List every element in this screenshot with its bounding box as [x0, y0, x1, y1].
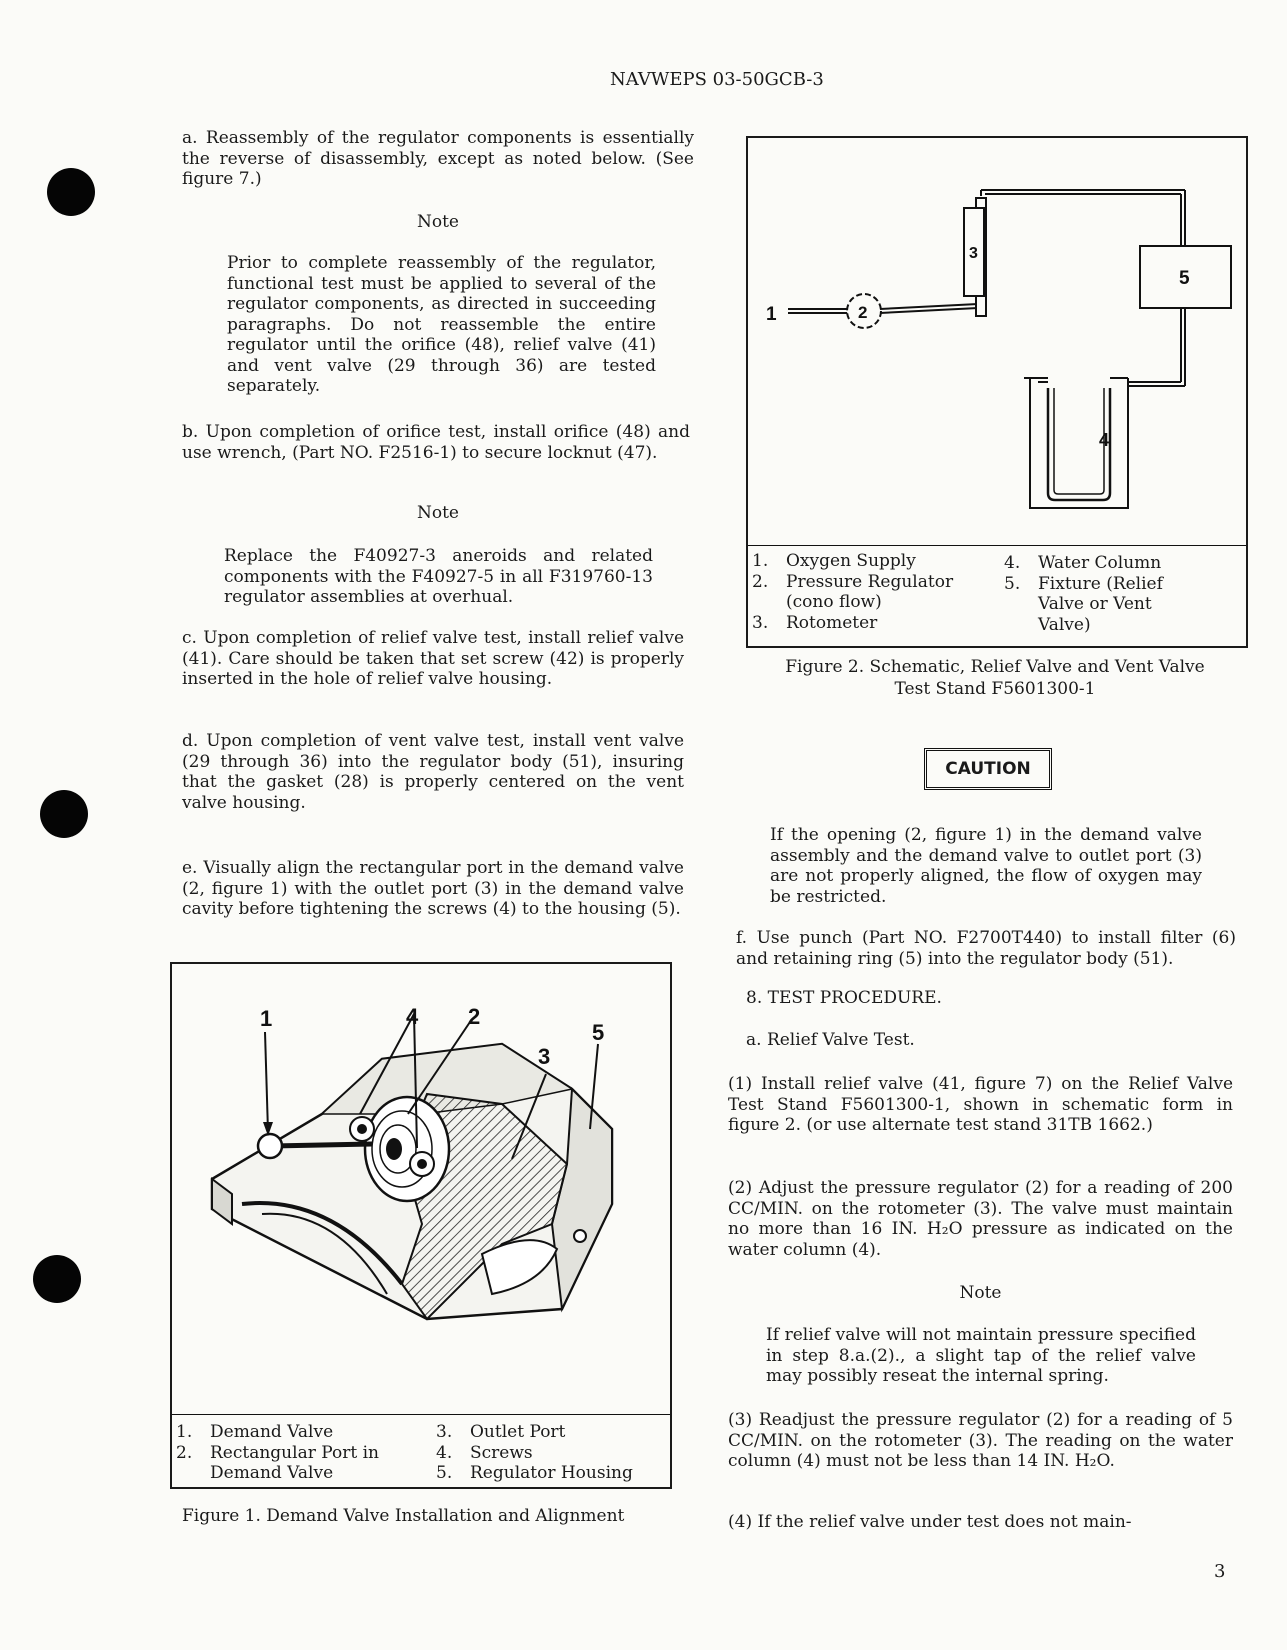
note-1-title: Note	[416, 212, 459, 232]
note-3-title: Note	[959, 1283, 1002, 1303]
figure-2-legend-left	[752, 551, 1002, 633]
note-3-text: If relief valve will not maintain pressure specified in step 8.a.(2)., a slight tap of the relief valve may possibly reseat the internal spring.	[766, 1325, 1196, 1386]
binder-hole-middle	[40, 790, 88, 838]
legend-item: (cono flow)	[786, 592, 882, 612]
step-2: (2) Adjust the pressure regulator (2) for a reading of 200 CC/MIN. on the rotometer (3). The valve must maintain no more than 16 IN. H₂O pressure as indicated on the water column (4).	[728, 1178, 1233, 1260]
legend-item: 5. Regulator Housing	[436, 1463, 633, 1483]
legend-item: Demand Valve	[210, 1463, 334, 1483]
label-oxygen-supply: 1	[766, 304, 777, 325]
figure-1-legend-right	[436, 1422, 672, 1484]
figure-1-frame	[170, 962, 672, 1489]
paragraph-d: d. Upon completion of vent valve test, install vent valve (29 through 36) into the regulator body (51), insuring that the gasket (28) is properly centered on the vent valve housing.	[182, 731, 684, 813]
step-1: (1) Install relief valve (41, figure 7) on the Relief Valve Test Stand F5601300-1, shown in schematic form in figure 2. (or use alternate test stand 31TB 1662.)	[728, 1074, 1233, 1135]
caution-badge: CAUTION	[924, 748, 1052, 790]
paragraph-a: a. Reassembly of the regulator components is essentially the reverse of disassembly, except as noted below. (See figure 7.)	[182, 128, 694, 189]
caution-text: If the opening (2, figure 1) in the demand valve assembly and the demand valve to outlet port (3) are not properly aligned, the flow of oxygen may be restricted.	[770, 825, 1202, 907]
note-2-text: Replace the F40927-3 aneroids and related components with the F40927-5 in all F319760-13 regulator assemblies at overhual.	[224, 546, 653, 607]
legend-item: 3. Rotometer	[752, 612, 878, 633]
document-number: NAVWEPS 03-50GCB-3	[610, 69, 824, 90]
legend-item: 4. Water Column	[1004, 553, 1162, 573]
figure-2-legend-right	[1004, 553, 1244, 635]
page-number: 3	[1214, 1561, 1226, 1582]
note-2-title: Note	[416, 503, 459, 523]
note-1-text: Prior to complete reassembly of the regulator, functional test must be applied to several of the regulator components, as directed in succeeding paragraphs. Do not reassemble the entire regulator until the orifice (48), relief valve (41) and vent valve (29 through 36) are tested separately.	[227, 253, 656, 396]
label-water-column: 4	[1098, 430, 1110, 450]
figure-1-legend-left	[176, 1422, 416, 1484]
legend-item: 4. Screws	[436, 1442, 533, 1463]
binder-hole-lower	[33, 1255, 81, 1303]
heading-test-procedure: 8. TEST PROCEDURE.	[746, 988, 942, 1008]
label-pressure-regulator: 2	[858, 303, 868, 322]
callout-4: 4	[406, 1004, 419, 1029]
legend-item: 1. Demand Valve	[176, 1422, 334, 1442]
binder-hole-top	[47, 168, 95, 216]
legend-item: 5. Fixture (Relief	[1004, 573, 1163, 594]
label-fixture: 5	[1179, 268, 1190, 289]
demand-valve-illustration	[172, 964, 670, 1414]
legend-item: Valve)	[1038, 614, 1091, 635]
paragraph-b: b. Upon completion of orifice test, install orifice (48) and use wrench, (Part NO. F2516-1) to secure locknut (47).	[182, 422, 690, 463]
paragraph-e: e. Visually align the rectangular port in the demand valve (2, figure 1) with the outlet port (3) in the demand valve cavity before tightening the screws (4) to the housing (5).	[182, 858, 684, 919]
legend-item: 1. Oxygen Supply	[752, 551, 916, 571]
callout-1: 1	[260, 1006, 273, 1031]
legend-item: Valve or Vent	[1038, 594, 1152, 614]
figure-1-caption: Figure 1. Demand Valve Installation and Alignment	[182, 1506, 625, 1526]
callout-2: 2	[468, 1004, 481, 1029]
label-rotometer: 3	[969, 245, 978, 262]
legend-item: 2. Rectangular Port in	[176, 1442, 379, 1463]
paragraph-f: f. Use punch (Part NO. F2700T440) to install filter (6) and retaining ring (5) into the regulator body (51).	[736, 928, 1236, 969]
test-stand-schematic	[748, 138, 1246, 548]
legend-item: 2. Pressure Regulator	[752, 571, 954, 592]
heading-relief-valve-test: a. Relief Valve Test.	[746, 1030, 915, 1050]
paragraph-c: c. Upon completion of relief valve test, install relief valve (41). Care should be taken that set screw (42) is properly inserted in the hole of relief valve housing.	[182, 628, 684, 689]
figure-2-caption-line-2: Test Stand F5601300-1	[894, 679, 1096, 699]
callout-5: 5	[592, 1020, 605, 1045]
callout-3: 3	[538, 1044, 551, 1069]
figure-2-caption	[740, 656, 1250, 700]
figure-2-frame	[746, 136, 1248, 648]
figure-2-caption-line-1: Figure 2. Schematic, Relief Valve and Vent Valve	[785, 657, 1205, 677]
legend-item: 3. Outlet Port	[436, 1422, 566, 1442]
step-4: (4) If the relief valve under test does not main-	[728, 1512, 1132, 1532]
step-3: (3) Readjust the pressure regulator (2) for a reading of 5 CC/MIN. on the rotometer (3). The reading on the water column (4) must not be less than 14 IN. H₂O.	[728, 1410, 1233, 1471]
